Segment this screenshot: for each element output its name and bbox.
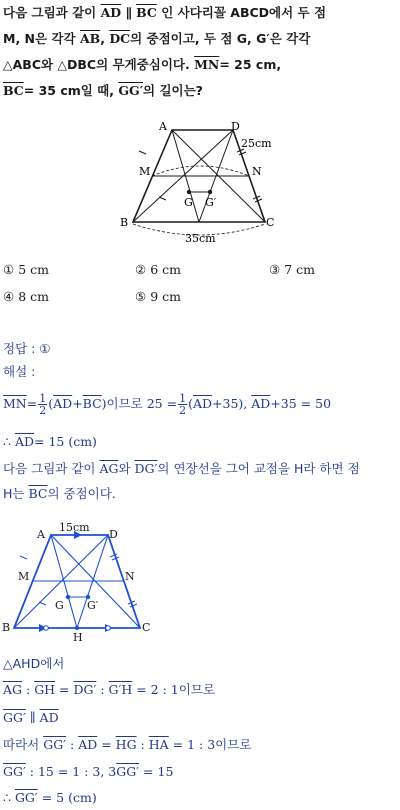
choice-mark: ④ bbox=[3, 289, 15, 304]
choice-text: 5 cm bbox=[18, 262, 49, 277]
text: 의 중점이고, 두 점 G, G′은 각각 bbox=[130, 31, 311, 46]
solution-paragraph-2 bbox=[3, 486, 116, 502]
segment-ad: $\overline{AD}$ bbox=[78, 737, 98, 752]
label-c: C bbox=[266, 216, 275, 229]
dimension-arc-mn bbox=[152, 166, 249, 176]
text: = 5 (cm) bbox=[37, 790, 97, 805]
choice-5[interactable] bbox=[135, 289, 181, 305]
dimension-label-25: 25cm bbox=[241, 137, 272, 150]
numerator: 1 bbox=[179, 392, 187, 405]
choice-mark: ② bbox=[135, 262, 147, 277]
choice-text: 6 cm bbox=[150, 262, 181, 277]
text: = bbox=[97, 737, 116, 752]
choice-1[interactable] bbox=[3, 262, 49, 278]
text: )이므로 25 = bbox=[101, 396, 178, 411]
text: 인 사다리꼴 ABCD에서 두 점 bbox=[156, 5, 327, 20]
label-b: B bbox=[2, 621, 11, 634]
segment-gg: GG′ bbox=[116, 764, 140, 779]
therefore-symbol: ∴ bbox=[3, 434, 15, 449]
fraction-half bbox=[38, 393, 47, 416]
problem-line-3 bbox=[3, 57, 281, 73]
segment-gg: GG′ bbox=[3, 710, 26, 725]
text: = 25 cm, bbox=[219, 57, 282, 72]
text: = bbox=[26, 396, 38, 411]
choice-mark: ① bbox=[3, 262, 15, 277]
segment-bc: $\overline{BC}$ bbox=[136, 5, 157, 20]
problem-line-4 bbox=[3, 83, 203, 99]
tick-mark bbox=[139, 151, 146, 154]
solution-step-4 bbox=[3, 737, 251, 753]
text: = 1 : 3이므로 bbox=[168, 737, 252, 752]
solution-paragraph-1 bbox=[3, 461, 360, 477]
segment-ad: $\overline{AD}$ bbox=[192, 396, 213, 411]
choice-mark: ③ bbox=[269, 262, 281, 277]
label-a: A bbox=[159, 120, 167, 133]
problem-line-2 bbox=[3, 31, 310, 47]
text: 의 길이는? bbox=[143, 83, 203, 98]
segment-ad: $\overline{AD}$ bbox=[100, 5, 122, 20]
segment-gh-prime: G′H bbox=[108, 682, 133, 697]
text: , bbox=[100, 31, 110, 46]
label-m: M bbox=[139, 165, 151, 178]
figure-trapezoid-2 bbox=[2, 518, 162, 644]
text: 의 연장선을 그어 교점을 H라 하면 점 bbox=[157, 461, 360, 476]
solution-step-1: △AHD에서 bbox=[3, 656, 65, 671]
segment-gg: GG′ bbox=[118, 83, 144, 98]
point-g-prime bbox=[208, 190, 212, 194]
tick-mark bbox=[159, 197, 166, 200]
segment-dg: DG′ bbox=[73, 682, 97, 697]
choice-text: 7 cm bbox=[284, 262, 315, 277]
label-g-prime: G′ bbox=[205, 196, 217, 209]
segment-gh: $\overline{GH}$ bbox=[34, 682, 56, 697]
tick-mark bbox=[39, 602, 46, 605]
choice-3[interactable] bbox=[269, 262, 315, 278]
solution-step-2 bbox=[3, 682, 215, 698]
segment-gg: GG′ bbox=[14, 790, 38, 805]
segment-bc: $\overline{BC}$ bbox=[82, 396, 102, 411]
text: 와 bbox=[118, 461, 135, 476]
text: : bbox=[66, 737, 79, 752]
point-g bbox=[66, 595, 70, 599]
label-n: N bbox=[125, 570, 135, 583]
label-m: M bbox=[18, 570, 30, 583]
text: ∥ bbox=[121, 5, 137, 20]
segment-bc: $\overline{BC}$ bbox=[3, 83, 24, 98]
segment-ad: $\overline{AD}$ bbox=[39, 710, 59, 725]
choice-text: 8 cm bbox=[18, 289, 49, 304]
fraction-half bbox=[178, 393, 187, 416]
segment-dc: $\overline{DC}$ bbox=[109, 31, 131, 46]
solution-step-5 bbox=[3, 764, 173, 780]
segment-gg: GG′ bbox=[3, 764, 26, 779]
segment-mn: $\overline{MN}$ bbox=[194, 57, 220, 72]
segment-dg: DG′ bbox=[134, 461, 158, 476]
solution-eq-2 bbox=[3, 434, 97, 450]
text: = 15 (cm) bbox=[34, 434, 97, 449]
segment-hg: $\overline{HG}$ bbox=[115, 737, 137, 752]
solution-heading: 해설 : bbox=[3, 364, 36, 379]
label-d: D bbox=[231, 120, 240, 133]
tick-mark bbox=[20, 556, 27, 559]
solution-eq-1 bbox=[3, 393, 331, 416]
point-g bbox=[187, 190, 191, 194]
text: ( bbox=[188, 396, 193, 411]
text: △ABC와 △DBC의 무게중심이다. bbox=[3, 57, 195, 72]
text: 따라서 bbox=[3, 737, 44, 752]
text: + bbox=[72, 396, 83, 411]
point-h bbox=[75, 626, 79, 630]
text: 다음 그림과 같이 bbox=[3, 5, 101, 20]
segment-mn: $\overline{MN}$ bbox=[3, 396, 27, 411]
text: ∥ bbox=[25, 710, 40, 725]
text: = 35 cm일 때, bbox=[23, 83, 119, 98]
label-d: D bbox=[109, 528, 118, 541]
text: +35 = 50 bbox=[270, 396, 332, 411]
segment-ha: $\overline{HA}$ bbox=[148, 737, 169, 752]
solution-step-3 bbox=[3, 710, 59, 726]
segment-gg: GG′ bbox=[43, 737, 67, 752]
text: 다음 그림과 같이 bbox=[3, 461, 100, 476]
label-g-prime: G′ bbox=[87, 599, 99, 612]
label-c: C bbox=[142, 621, 151, 634]
text: : bbox=[136, 737, 149, 752]
midpoint-mark bbox=[44, 626, 49, 631]
label-a: A bbox=[37, 528, 45, 541]
choice-mark: ⑤ bbox=[135, 289, 147, 304]
text: = bbox=[55, 682, 74, 697]
label-b: B bbox=[120, 216, 129, 229]
text: : 15 = 1 : 3, 3 bbox=[25, 764, 117, 779]
segment-ad: $\overline{AD}$ bbox=[14, 434, 34, 449]
text: ( bbox=[48, 396, 54, 411]
numerator: 1 bbox=[39, 392, 47, 405]
dimension-label-15: 15cm bbox=[59, 521, 90, 534]
segment-bc: $\overline{BC}$ bbox=[28, 486, 48, 501]
text: : bbox=[22, 682, 35, 697]
segment-ad: $\overline{AD}$ bbox=[53, 396, 73, 411]
text: 의 중점이다. bbox=[47, 486, 116, 501]
denominator: 2 bbox=[179, 404, 187, 417]
text: H는 bbox=[3, 486, 29, 501]
choice-text: 9 cm bbox=[150, 289, 181, 304]
text: = 2 : 1이므로 bbox=[132, 682, 215, 697]
segment-ag: $\overline{AG}$ bbox=[99, 461, 119, 476]
label-g: G bbox=[55, 599, 64, 612]
segment-ab: $\overline{AB}$ bbox=[79, 31, 101, 46]
label-g: G bbox=[184, 196, 193, 209]
solution-step-6 bbox=[3, 790, 97, 806]
text: +35), bbox=[212, 396, 252, 411]
problem-line-1 bbox=[3, 5, 326, 21]
text: : bbox=[96, 682, 109, 697]
therefore-symbol: ∴ bbox=[3, 790, 15, 805]
denominator: 2 bbox=[39, 404, 47, 417]
text: M, N은 각각 bbox=[3, 31, 80, 46]
choice-2[interactable] bbox=[135, 262, 181, 278]
dimension-label-35: 35cm bbox=[185, 232, 216, 245]
figure-trapezoid-1 bbox=[115, 118, 295, 250]
label-n: N bbox=[252, 165, 262, 178]
midpoint-mark bbox=[106, 626, 111, 631]
answer-line: 정답 : ① bbox=[3, 341, 51, 356]
segment-ad: $\overline{AD}$ bbox=[251, 396, 271, 411]
segment-ag: $\overline{AG}$ bbox=[3, 682, 23, 697]
label-h: H bbox=[73, 631, 83, 644]
text: = 15 bbox=[139, 764, 174, 779]
choice-4[interactable] bbox=[3, 289, 49, 305]
